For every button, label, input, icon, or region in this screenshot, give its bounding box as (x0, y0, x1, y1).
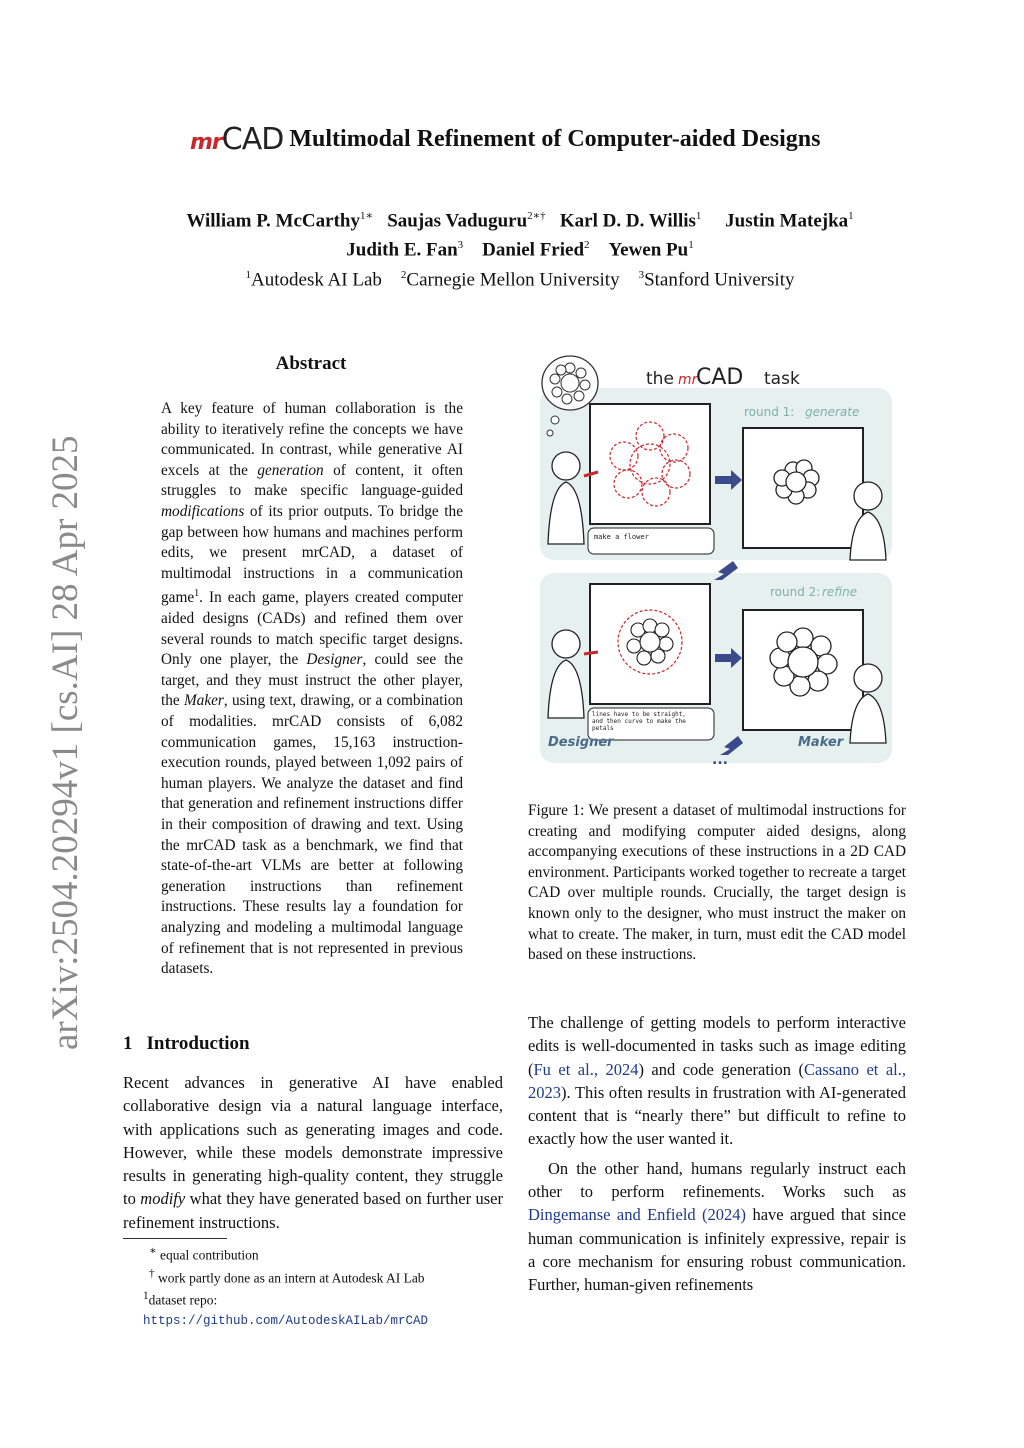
svg-text:mr: mr (678, 372, 698, 388)
section-heading-introduction: 1 Introduction (123, 1033, 250, 1054)
dataset-repo-link[interactable]: https://github.com/AutodeskAILab/mrCAD (143, 1313, 429, 1328)
footnotes (123, 1242, 503, 1331)
svg-text:task: task (764, 369, 800, 389)
svg-text:round 1:: round 1: (744, 405, 795, 419)
mrcad-task-diagram (528, 348, 896, 784)
citation-cassano[interactable]: Cassano et al., 2023 (528, 1059, 907, 1102)
arxiv-sidebar (0, 0, 90, 1448)
paragraph-challenge: The challenge of getting models to perform interactive edits is well-documented in tasks such as image editing (Fu et al., 2024) and code generation (Cassano et al., 2023). This often results in frustration with AI-generated content that is “nearly there” but difficult to refine to exactly how the user wanted it. (528, 1013, 907, 1149)
pen-2 (584, 652, 598, 654)
intro-paragraph: Recent advances in generative AI have enabled collaborative design via a natural language interface, with applications such as generating images and code. However, while these models demonstrate impressive results in generating high-quality content, they struggle to modify what they have generated based on further user refinement instructions. (123, 1073, 504, 1232)
svg-text:CAD: CAD (696, 365, 744, 390)
svg-text:...: ... (712, 752, 728, 768)
svg-text:make a flower: make a flower (594, 533, 649, 541)
paragraph-humans: On the other hand, humans regularly instruct each other to perform refinements. Works such as Dingemanse and Enfield (2024) have argued that since human communication is infinitely expressive, repair is a core mechanism for ensuring robust communication. Further, human-given refinements (528, 1158, 907, 1295)
footnote-2: † work partly done as an intern at Autodesk AI Lab (149, 1267, 425, 1285)
svg-text:generate: generate (805, 405, 860, 419)
citation-fu[interactable]: Fu et al., 2024 (533, 1059, 639, 1079)
abstract-body: A key feature of human collaboration is the ability to iteratively refine the concepts we have communicated. In contrast, while generative AI excels at the generation of content, it often struggles to make specific language-guided modifications of its prior outputs. To bridge the gap between how humans and machines perform edits, we present mrCAD, a dataset of multimodal instructions in a communication game$^1$. In each game, players created computer aided designs (CADs) and refined them over several rounds to match specific target designs. Only one player, the Designer, could see the target, and they must instruct the other player, the Maker, using text, drawing, or a combination of modalities. mrCAD consists of 6,082 communication games, 15,163 instruction-execution rounds, played between 1,092 pairs of human players. We analyze the dataset and find that generation and refinement instructions differ in their composition of drawing and text. Using the mrCAD task as a benchmark, we find that state-of-the-art VLMs are better at following generation instructions than refinement instructions. These results lay a foundation for analyzing and modeling a multimodal language of refinement that is not represented in previous datasets. (161, 400, 463, 978)
svg-text:and then curve to make the: and then curve to make the (592, 718, 686, 725)
footnote-1: ∗ equal contribution (149, 1245, 259, 1263)
authors-line2: Judith E. Fan$^3$ Daniel Fried$^2$ Yewen Pu$^1$ (346, 239, 694, 261)
paper-title (190, 122, 890, 157)
mrcad-logo: mrCAD (190, 122, 284, 157)
svg-text:Maker: Maker (798, 735, 844, 750)
right-column-body (528, 1011, 906, 1303)
maker-flower-2 (770, 628, 837, 696)
affiliations: $^1$Autodesk AI Lab $^2$Carnegie Mellon University $^3$Stanford University (245, 268, 795, 290)
instruction-box-1 (588, 528, 714, 554)
svg-text:Designer: Designer (548, 735, 614, 750)
svg-text:lines have to be straight,: lines have to be straight, (592, 711, 686, 718)
authors-block (120, 204, 920, 292)
figure-caption: Figure 1: We present a dataset of multimodal instructions for creating and modifying computer aided designs, along accompanying executions of these instructions in a 2D CAD environment. Participants worked together to recreate a target CAD over multiple rounds. Crucially, the target design is known only to the designer, who must instruct the maker on what to create. The maker, in turn, must edit the CAD model based on these instructions. (528, 802, 906, 964)
citation-dingemanse[interactable]: Dingemanse and Enfield (2024) (528, 1205, 747, 1225)
abstract-heading: Abstract (275, 353, 347, 374)
svg-text:round 2:: round 2: (770, 585, 821, 599)
title-text: Multimodal Refinement of Computer-aided Designs (289, 126, 821, 152)
svg-text:the: the (646, 369, 674, 389)
svg-text:refine: refine (822, 585, 858, 599)
arxiv-id: arXiv:2504.20294v1 [cs.AI] 28 Apr 2025 (45, 435, 86, 1050)
figure-1 (528, 348, 896, 784)
authors-line1: William P. McCarthy$^{1∗}$ Saujas Vaduguru$^{2∗\dagger}$ Karl D. D. Willis$^1$ Justin Matejka$^1$ (186, 210, 854, 232)
footnote-3: $^1$dataset repo: https://github.com/AutodeskAILab/mrCAD (143, 1290, 429, 1328)
svg-text:petals: petals (592, 725, 614, 732)
footnote-rule (123, 1238, 227, 1239)
